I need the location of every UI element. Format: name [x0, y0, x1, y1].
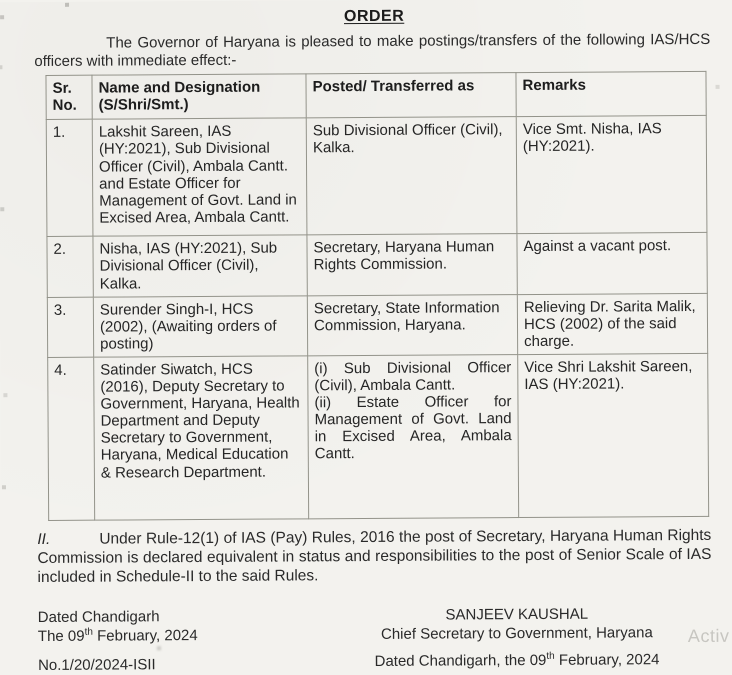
cell-posted-transferred: [308, 355, 519, 519]
cell-remarks: Vice Smt. Nisha, IAS (HY:2021).: [516, 116, 707, 234]
rule-12-paragraph: [37, 527, 711, 588]
cell-posted-transferred: Secretary, Haryana Human Rights Commission.: [307, 234, 517, 296]
cell-posted-transferred: Sub Divisional Officer (Civil), Kalka.: [306, 117, 517, 235]
paragraph-number: II.: [37, 531, 99, 550]
cell-remarks: Against a vacant post.: [517, 233, 707, 294]
date-ordinal: th: [85, 627, 93, 638]
cell-name-designation: Lakshit Sareen, IAS (HY:2021), Sub Divisional Officer (Civil), Ambala Cantt. and Estate Officer for Management of Govt. Land in Excised Area, Ambala Cantt.: [92, 118, 307, 236]
col-header-posted-transferred: Posted/ Transferred as: [306, 73, 516, 118]
activate-windows-watermark-fragment: Activ: [688, 626, 730, 647]
table-row: [48, 353, 709, 520]
col-header-remarks: Remarks: [516, 72, 706, 117]
footer-block: [38, 604, 718, 675]
signatory-name: SANJEEV KAUSHAL: [316, 604, 718, 626]
dated-place: Dated Chandigarh: [38, 606, 278, 627]
date-ordinal: th: [546, 651, 554, 662]
cell-sr-no: 3.: [47, 297, 93, 358]
cell-sr-no: 2.: [47, 237, 93, 298]
cell-remarks: Relieving Dr. Sarita Malik, HCS (2002) of the said charge.: [517, 293, 707, 354]
table-row: [47, 293, 707, 357]
signatory-title: Chief Secretary to Government, Haryana: [316, 623, 718, 645]
posted-item-i: (i) Sub Divisional Officer (Civil), Ambala Cantt.: [314, 359, 511, 394]
date-text: The 09: [38, 628, 85, 645]
table-header-row: [46, 72, 706, 120]
cell-remarks: Vice Shri Lakshit Sareen, IAS (HY:2021).: [518, 353, 709, 517]
cell-sr-no: 1.: [46, 120, 93, 237]
date-text: February, 2024: [93, 627, 198, 645]
dateline-block: [38, 606, 278, 675]
intro-paragraph: The Governor of Haryana is pleased to make postings/transfers of the following IAS/HCS officers with immediate effect:-: [34, 31, 710, 71]
date-text: Dated Chandigarh, the 09: [375, 652, 547, 670]
page-title: ORDER: [34, 6, 714, 28]
cell-name-designation: Nisha, IAS (HY:2021), Sub Divisional Officer (Civil), Kalka.: [93, 235, 307, 297]
cell-sr-no: 4.: [48, 357, 95, 520]
file-number: No.1/20/2024-ISII: [38, 654, 278, 675]
paragraph-text: Under Rule-12(1) of IAS (Pay) Rules, 2016 the post of Secretary, Haryana Human Rights Commission is declared equivalent in status and responsibilities to the post of Senior Scale of IAS included in Schedule-II to the said Rules.: [37, 527, 711, 586]
date-text: February, 2024: [555, 651, 660, 669]
cell-name-designation: Satinder Siwatch, HCS (2016), Deputy Secretary to Government, Haryana, Health Department and Deputy Secretary to Government, Haryana, Medical Education & Research Department.: [94, 356, 309, 520]
postings-table: [45, 71, 709, 521]
cell-posted-transferred: Secretary, State Information Commission, Haryana.: [307, 294, 517, 356]
col-header-name-designation: Name and Designation (S/Shri/Smt.): [92, 74, 306, 119]
signature-dateline: [316, 650, 718, 672]
cell-name-designation: Surender Singh-I, HCS (2002), (Awaiting orders of posting): [93, 296, 307, 358]
table-row: [47, 233, 707, 297]
signature-block: [316, 604, 718, 674]
table-row: [46, 116, 707, 237]
dated-date: [38, 626, 278, 647]
posted-item-ii: (ii) Estate Officer for Management of Govt. Land in Excised Area, Ambala Cantt.: [314, 393, 511, 463]
col-header-sr-no: Sr. No.: [46, 76, 92, 120]
